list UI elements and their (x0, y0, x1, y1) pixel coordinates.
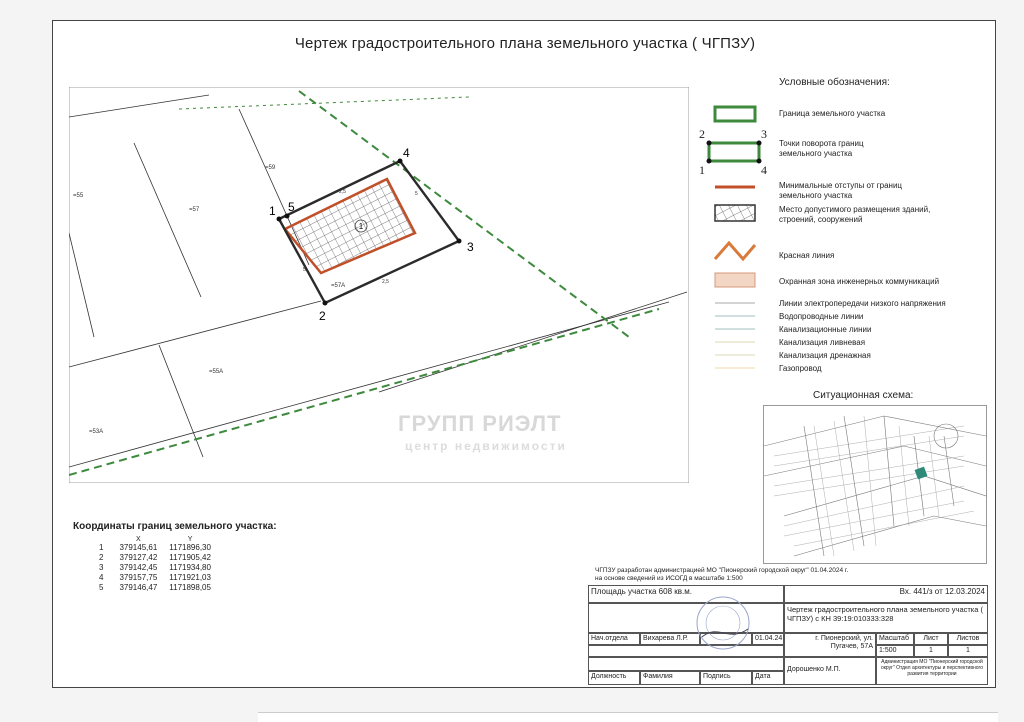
legend-item: Место допустимого размещения зданий, строений, сооружений (779, 205, 931, 224)
point-label: 4 (403, 146, 410, 160)
point-label: 5 (288, 200, 295, 214)
address-cell: г. Пионерский, ул. Пугачев, 57А (784, 633, 876, 657)
sheet-value: 1 (914, 645, 948, 657)
legend-item: Канализация ливневая (779, 338, 866, 347)
legend-item: Охранная зона инженерных коммуникаций (779, 277, 940, 286)
coordinates-title: Координаты границ земельного участка: (73, 521, 277, 532)
title-block (588, 585, 988, 685)
situation-map (763, 405, 987, 564)
date-cell: 01.04.24 (752, 633, 784, 645)
col-name: Фамилия (640, 671, 700, 685)
parcel-label: =55А (209, 369, 224, 375)
dim-label: 2,5 (339, 189, 346, 195)
legend-item: Минимальные отступы от границ земельного участка (779, 181, 902, 200)
executor-cell: Дорошенко М.П. (784, 657, 876, 685)
note: ЧГПЗУ разработан администрацией МО "Пионерский городской округ" 01.04.2024 г. на основе сведений из ИСОГД в масштабе 1:500 (595, 567, 849, 582)
org-cell: Администрация МО "Пионерский городской округ" Отдел архитектуры и перспективного развития территории (876, 657, 988, 685)
point-label: 1 (269, 204, 276, 218)
legend-item: Красная линия (779, 251, 835, 260)
situation-title: Ситуационная схема: (813, 390, 914, 401)
table-row: 4 379157,75 1171921,03 (99, 573, 211, 582)
in-number-cell: Вх. 441/з от 12.03.2024 (784, 585, 988, 603)
page-title: Чертеж градостроительного плана земельного участка ( ЧГПЗУ) (294, 35, 756, 52)
table-row: 2 379127,42 1171905,42 (99, 553, 211, 562)
parcel-label: =57А (331, 283, 346, 289)
parcel-label: =55 (73, 193, 84, 199)
legend-item: Канализация дренажная (779, 351, 871, 360)
official-seal (688, 593, 758, 653)
legend-title: Условные обозначения: (779, 77, 890, 88)
site-plan-map (69, 87, 689, 483)
legend-symbols (693, 101, 773, 401)
sheets-label: Листов (948, 633, 988, 645)
parcel-label: =57 (189, 207, 200, 213)
point-label: 2 (319, 309, 326, 323)
legend-corner-1: 1 (699, 163, 705, 177)
legend-item: Газопровод (779, 364, 822, 373)
sheet-label: Лист (914, 633, 948, 645)
legend-item: Линии электропередачи низкого напряжения (779, 299, 946, 308)
doc-title-cell: Чертеж градостроительного плана земельного участка ( ЧГПЗУ) с КН 39:19:010333:328 (784, 603, 988, 633)
legend-corner-3: 3 (761, 127, 767, 141)
parcel-label: =59 (265, 165, 276, 171)
col-position: Должность (588, 671, 640, 685)
drawing-sheet (52, 20, 996, 688)
dim-label: 5 (415, 191, 418, 197)
parcel-label: =53А (89, 429, 104, 435)
watermark-subtext: центр недвижимости (405, 439, 567, 453)
area-cell: Площадь участка 608 кв.м. (588, 585, 784, 603)
point-label: 3 (467, 240, 474, 254)
dim-label: 5 (303, 267, 306, 273)
scale-label: Масштаб (876, 633, 914, 645)
col-signature: Подпись (700, 671, 752, 685)
dim-label: 2,5 (382, 279, 389, 285)
coordinates-table: X Y 1 379145,61 1171896,30 2 379127,42 1171905,42 3 379142,45 1171934,80 4 379157,75 1171921,03 5 379146,47 1171898,05 (93, 536, 217, 593)
name-cell: Вихарева Л.Р. (640, 633, 700, 645)
legend-item: Водопроводные линии (779, 312, 864, 321)
sheets-value: 1 (948, 645, 988, 657)
col-date: Дата (752, 671, 784, 685)
table-row: 1 379145,61 1171896,30 (99, 543, 211, 552)
legend-corner-2: 2 (699, 127, 705, 141)
table-row: 5 379146,47 1171898,05 (99, 583, 211, 592)
legend-item: Точки поворота границ земельного участка (779, 139, 864, 158)
position-cell: Нач.отдела (588, 633, 640, 645)
legend-corner-4: 4 (761, 163, 767, 177)
zone-label: 1 (358, 222, 364, 231)
watermark-text: ГРУПП РИЭЛТ (398, 411, 562, 436)
legend-item: Граница земельного участка (779, 109, 886, 118)
scale-value: 1:500 (876, 645, 914, 657)
table-row: 3 379142,45 1171934,80 (99, 563, 211, 572)
legend-item: Канализационные линии (779, 325, 872, 334)
